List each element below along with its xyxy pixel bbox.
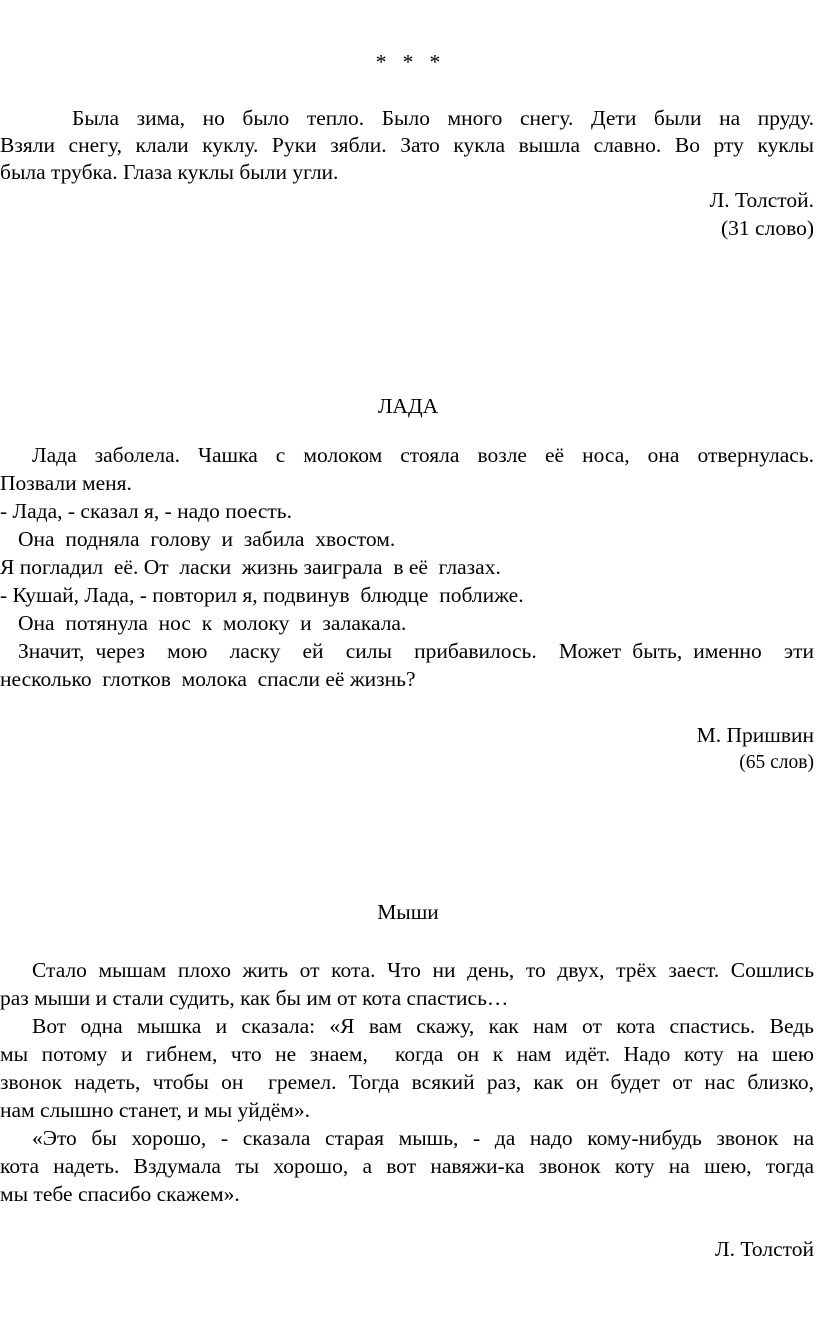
section-separator: * * * — [375, 50, 441, 74]
story3-line-7: «Это бы хорошо, - сказала старая мышь, - да надо кому-нибудь звонок на — [32, 1126, 814, 1150]
story3-line-3: Вот одна мышка и сказала: «Я вам скажу, как нам от кота спастись. Ведь — [32, 1014, 814, 1038]
story1-line-3: была трубка. Глаза куклы были угли. — [0, 160, 339, 184]
story3-line-6: нам слышно станет, и мы уйдём». — [0, 1098, 311, 1122]
story3-line-9: мы тебе спасибо скажем». — [0, 1182, 240, 1206]
story2-line-4: Она подняла голову и забила хвостом. — [18, 527, 396, 551]
story3-author: Л. Толстой — [715, 1237, 814, 1261]
story1-author: Л. Толстой. — [709, 188, 814, 212]
story2-line-9: несколько глотков молока спасли её жизнь? — [0, 667, 416, 691]
story1-word-count: (31 слово) — [721, 216, 814, 240]
story1-line-1: Была зима, но было тепло. Было много снегу. Дети были на пруду. — [72, 106, 814, 130]
story2-line-3: - Лада, - сказал я, - надо поесть. — [0, 499, 292, 523]
story3-line-5: звонок надеть, чтобы он гремел. Тогда всякий раз, как он будет от нас близко, — [0, 1070, 814, 1094]
story3-line-8: кота надеть. Вздумала ты хорошо, а вот навяжи-ка звонок коту на шею, тогда — [0, 1154, 814, 1178]
story3-line-4: мы потому и гибнем, что не знаем, когда он к нам идёт. Надо коту на шею — [0, 1042, 814, 1066]
story2-line-8: Значит, через мою ласку ей силы прибавилось. Может быть, именно эти — [18, 639, 814, 663]
story2-line-2: Позвали меня. — [0, 471, 132, 495]
story3-line-1: Стало мышам плохо жить от кота. Что ни день, то двух, трёх заест. Сошлись — [32, 958, 814, 982]
story3-title: Мыши — [377, 900, 439, 924]
story2-word-count: (65 слов) — [739, 752, 814, 773]
story2-author: М. Пришвин — [696, 723, 814, 747]
story1-line-2: Взяли снегу, клали куклу. Руки зябли. Зато кукла вышла славно. Во рту куклы — [0, 133, 814, 157]
story2-line-1: Лада заболела. Чашка с молоком стояла возле её носа, она отвернулась. — [32, 443, 814, 467]
story2-title: ЛАДА — [377, 394, 439, 418]
story3-line-2: раз мыши и стали судить, как бы им от кота спастись… — [0, 986, 509, 1010]
story2-line-6: - Кушай, Лада, - повторил я, подвинув блюдце поближе. — [0, 583, 524, 607]
story2-line-5: Я погладил её. От ласки жизнь заиграла в её глазах. — [0, 555, 501, 579]
story2-line-7: Она потянула нос к молоку и залакала. — [18, 611, 407, 635]
